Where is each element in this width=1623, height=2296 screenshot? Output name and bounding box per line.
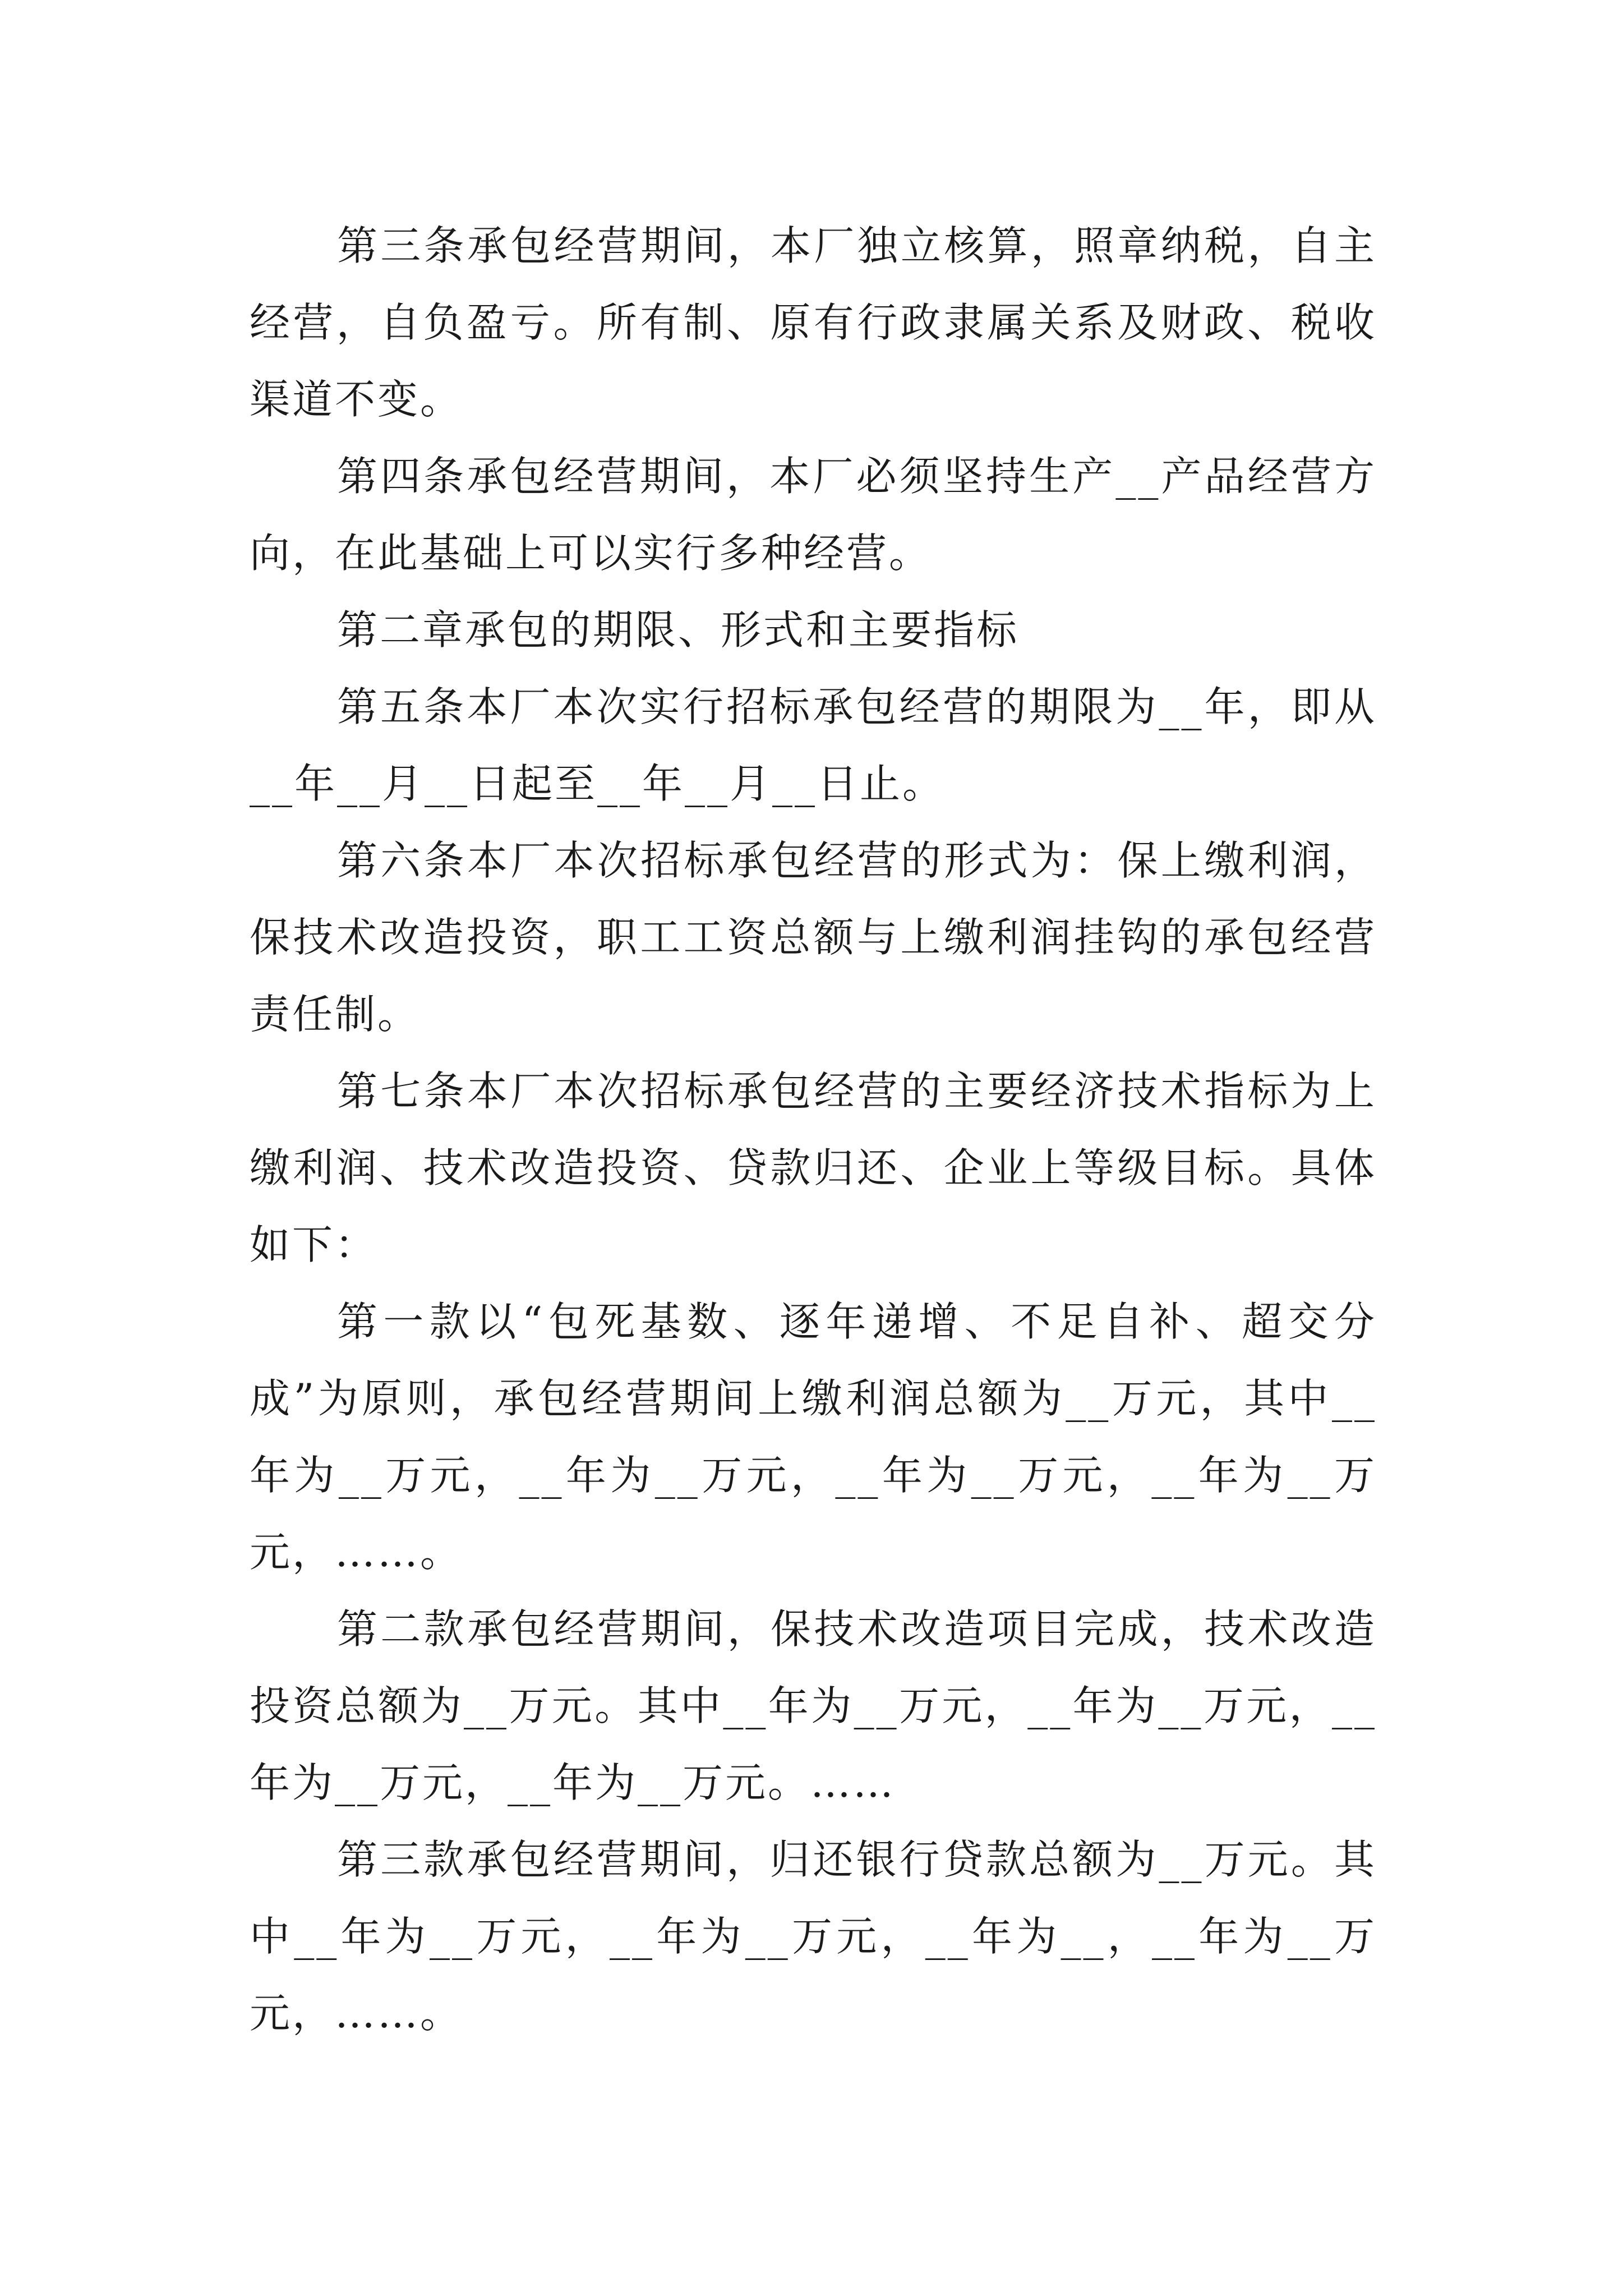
clause-2-paragraph: 第二款承包经营期间，保技术改造项目完成，技术改造投资总额为__万元。其中__年为__万元，__年为__万元，__年为__万元，__年为__万元。…… <box>250 1605 1377 1806</box>
clause-1-paragraph: 第一款以“包死基数、逐年递增、不足自补、超交分成”为原则，承包经营期间上缴利润总额为__万元，其中__年为__万元，__年为__万元，__年为__万元，__年为__万元，……。 <box>250 1298 1377 1576</box>
article-5-paragraph: 第五条本厂本次实行招标承包经营的期限为__年，即从__年__月__日起至__年__月__日止。 <box>250 683 1377 807</box>
chapter-2-heading: 第二章承包的期限、形式和主要指标 <box>337 606 1020 654</box>
article-6-paragraph: 第六条本厂本次招标承包经营的形式为：保上缴利润，保技术改造投资，职工工资总额与上缴利润挂钩的承包经营责任制。 <box>250 837 1377 1038</box>
article-3-paragraph: 第三条承包经营期间，本厂独立核算，照章纳税，自主经营，自负盈亏。所有制、原有行政隶属关系及财政、税收渠道不变。 <box>250 222 1377 423</box>
article-7-paragraph: 第七条本厂本次招标承包经营的主要经济技术指标为上缴利润、技术改造投资、贷款归还、企业上等级目标。具体如下： <box>250 1068 1377 1268</box>
document-body <box>250 208 1377 2052</box>
clause-3-paragraph: 第三款承包经营期间，归还银行贷款总额为__万元。其中__年为__万元，__年为__万元，__年为__，__年为__万元，……。 <box>250 1836 1377 2037</box>
article-4-paragraph: 第四条承包经营期间，本厂必须坚持生产__产品经营方向，在此基础上可以实行多种经营。 <box>250 453 1377 577</box>
